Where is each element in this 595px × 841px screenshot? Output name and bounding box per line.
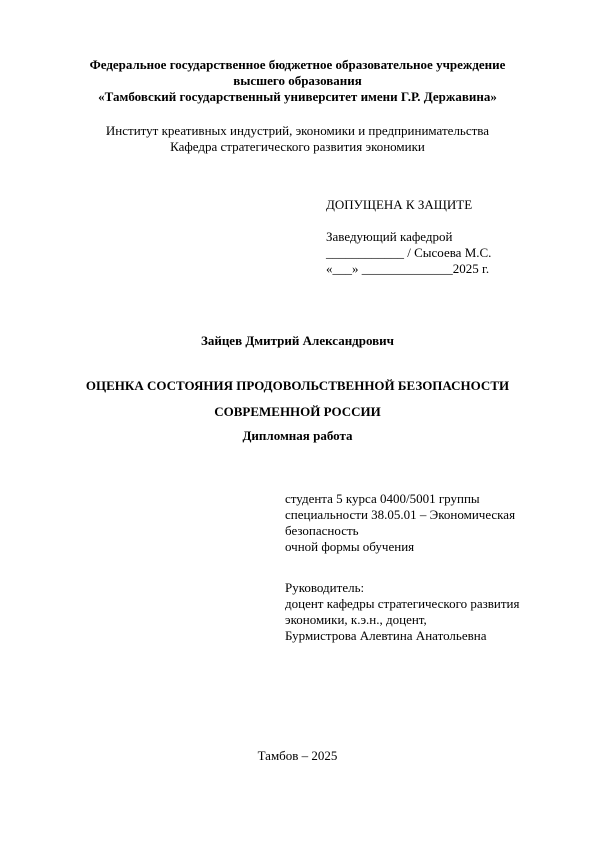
student-info-line-1: студента 5 курса 0400/5001 группы [285, 491, 480, 506]
thesis-title-line-2: СОВРЕМЕННОЙ РОССИИ [214, 404, 381, 419]
org-line-1: Федеральное государственное бюджетное образовательное учреждение [89, 57, 506, 72]
thesis-type: Дипломная работа [242, 428, 353, 443]
supervisor-name: Бурмистрова Алевтина Анатольевна [285, 628, 487, 643]
department-name: Кафедра стратегического развития экономики [170, 139, 425, 154]
author-name: Зайцев Дмитрий Александрович [200, 333, 395, 348]
approval-position: Заведующий кафедрой [326, 229, 453, 244]
student-info-line-2: специальности 38.05.01 – Экономическая [285, 507, 516, 522]
institute-block [0, 123, 595, 155]
thesis-title-line-1: ОЦЕНКА СОСТОЯНИЯ ПРОДОВОЛЬСТВЕННОЙ БЕЗОПАСНОСТИ [85, 378, 510, 393]
institute-name: Институт креативных индустрий, экономики и предпринимательства [105, 123, 490, 138]
approval-title: ДОПУЩЕНА К ЗАЩИТЕ [326, 197, 473, 212]
student-info-line-3: безопасность [285, 523, 359, 538]
approval-block [326, 229, 491, 277]
supervisor-line-1: доцент кафедры стратегического развития [285, 596, 520, 611]
student-info-block [285, 491, 515, 555]
supervisor-line-2: экономики, к.э.н., доцент, [285, 612, 427, 627]
supervisor-block [285, 580, 519, 644]
university-name: «Тамбовский государственный университет имени Г.Р. Державина» [98, 89, 497, 104]
approval-signature-line: ____________ / Сысоева М.С. [326, 245, 492, 260]
supervisor-label: Руководитель: [285, 580, 365, 595]
org-line-2: высшего образования [233, 73, 362, 88]
student-info-line-4: очной формы обучения [285, 539, 415, 554]
city-year: Тамбов – 2025 [257, 748, 338, 763]
header-block [0, 57, 595, 105]
approval-date-line: «___» ______________2025 г. [326, 261, 490, 276]
